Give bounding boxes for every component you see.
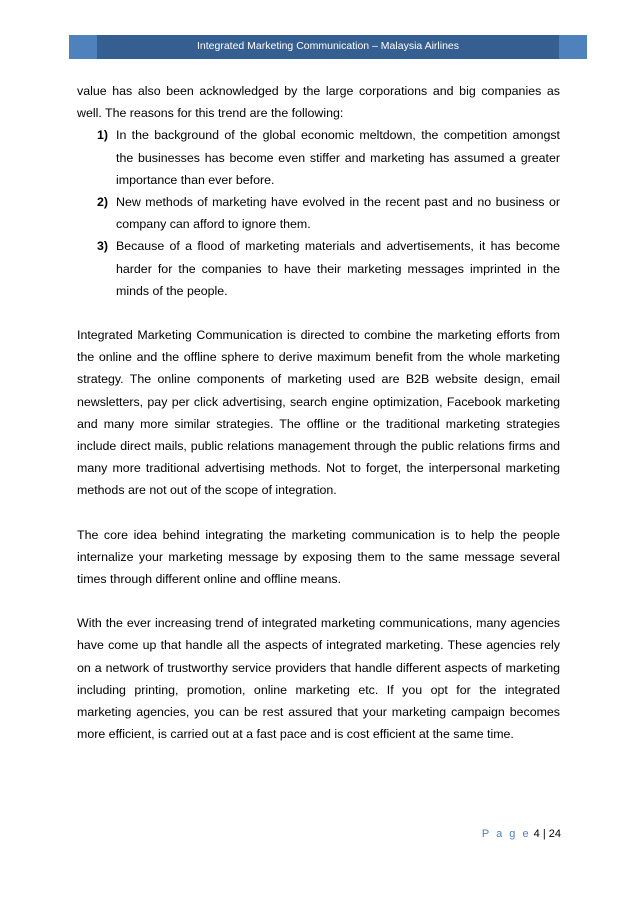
list-item: [77, 235, 560, 302]
list-number: 3): [97, 239, 109, 254]
agencies-paragraph: With the ever increasing trend of integrated marketing communications, many agencies have come up that handle all the aspects of integrated marketing. These agencies rely on a network of trustworthy service providers that handle different aspects of marketing including printing, promotion, online marketing etc. If you opt for the integrated marketing agencies, you can be rest assured that your marketing campaign becomes more efficient, is carried out at a fast pace and is cost efficient at the same time.: [77, 616, 560, 742]
imc-paragraph: Integrated Marketing Communication is directed to combine the marketing efforts from the online and the offline sphere to derive maximum benefit from the whole marketing strategy. The online components of marketing used are B2B website design, email newsletters, pay per click advertising, search engine optimization, Facebook marketing and many more similar strategies. The offline or the traditional marketing strategies include direct mails, public relations management through the public relations firms and many more traditional advertising methods. Not to forget, the interpersonal marketing methods are not out of the scope of integration.: [77, 328, 560, 498]
page-footer: [482, 828, 561, 840]
page-label: P a g e: [481, 828, 531, 840]
list-text: In the background of the global economic meltdown, the competition amongst the businesses has become even stiffer and marketing has assumed a greater importance than ever before.: [116, 128, 560, 187]
document-body: [77, 80, 560, 745]
list-number: 2): [97, 195, 109, 210]
reasons-list: [77, 124, 560, 302]
list-text: Because of a flood of marketing materials and advertisements, it has become harder for the companies to have their marketing messages imprinted in the minds of the people.: [116, 239, 560, 298]
header-title: Integrated Marketing Communication – Malaysia Airlines: [196, 40, 460, 52]
intro-paragraph: value has also been acknowledged by the large corporations and big companies as well. The reasons for this trend are the following:: [77, 84, 560, 121]
core-idea-paragraph: The core idea behind integrating the marketing communication is to help the people internalize your marketing message by exposing them to the same message several times through different online and offline means.: [77, 527, 560, 587]
list-item: [77, 191, 560, 235]
list-number: 1): [97, 128, 109, 143]
page-header: [69, 35, 587, 59]
page-separator: |: [542, 828, 546, 840]
page-number: 4: [533, 828, 540, 840]
list-text: New methods of marketing have evolved in the recent past and no business or company can afford to ignore them.: [116, 195, 560, 232]
list-item: [77, 124, 560, 191]
total-pages: 24: [548, 828, 561, 840]
